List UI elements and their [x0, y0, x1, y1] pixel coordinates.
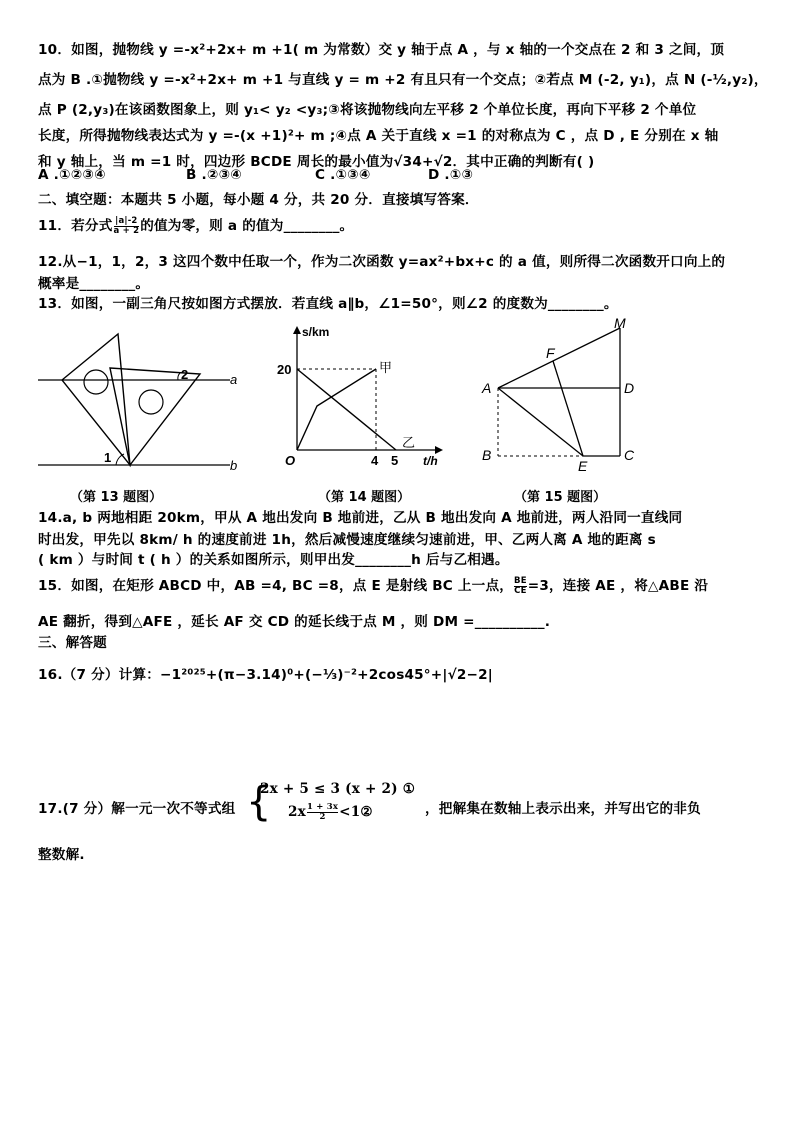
q11-numerator: |a|-2: [115, 215, 138, 226]
segment-fe: [553, 361, 583, 456]
q14-line3: ( km ）与时间 t ( h ）的关系如图所示，则甲出发________h 后与乙相遇。: [38, 552, 509, 568]
ruler-hole-right: [139, 390, 163, 414]
q17-fraction: [307, 803, 338, 822]
y-axis-arrow: [293, 326, 301, 334]
q10-line3: 点 P (2,y₃)在该函数图象上，则 y₁< y₂ <y₃;③将该抛物线向左平移 2 个单位长度，再向下平移 2 个单位: [38, 102, 697, 118]
q13: 13．如图，一副三角尺按如图方式摆放．若直线 a∥b，∠1=50°，则∠2 的度数为________。: [38, 296, 618, 312]
figure-13-caption: （第 13 题图）: [70, 490, 163, 505]
q11-denominator: a + 2: [113, 225, 140, 236]
series-jia-line: [297, 369, 376, 450]
ruler-hole-left: [84, 370, 108, 394]
point-c-label: C: [624, 447, 635, 463]
y-tick-20: 20: [277, 362, 292, 377]
segment-ae: [498, 388, 583, 456]
q17-numerator: 1 + 3x: [306, 802, 339, 812]
point-m-label: M: [614, 318, 626, 331]
line-b-label: b: [230, 458, 238, 473]
q15-line2: AE 翻折，得到△AFE ，延长 AF 交 CD 的延长线于点 M ，则 DM =__________.: [38, 614, 551, 630]
q15-denominator: CE: [514, 585, 527, 596]
x-tick-5: 5: [391, 453, 399, 468]
q11-fraction: [114, 217, 140, 236]
q12-line1: 12.从−1，1，2，3 这四个数中任取一个，作为二次函数 y=ax²+bx+c 的 a 值，则所得二次函数开口向上的: [38, 254, 726, 270]
q15-post: =3，连接 AE ，将△ABE 沿: [527, 578, 709, 594]
section-answer-title: 三、解答题: [38, 635, 107, 651]
q14-line1: 14.a, b 两地相距 20km，甲从 A 地出发向 B 地前进，乙从 B 地出发向 A 地前进，两人沿同一直线同: [38, 510, 683, 526]
q17-ineq2-pre: 2x: [288, 804, 306, 820]
triangle-ruler-right: [110, 368, 200, 465]
q17-inequality-1: 2x + 5 ≤ 3 (x + 2) ①: [260, 781, 416, 797]
q17-ineq2-post: <1②: [339, 804, 373, 820]
series-yi-label: 乙: [402, 435, 416, 450]
system-brace: {: [246, 779, 272, 825]
q15-numerator: BE: [514, 575, 527, 586]
point-a-label: A: [482, 380, 492, 396]
q17-line2: 整数解.: [38, 847, 85, 863]
x-axis-arrow: [435, 446, 443, 454]
origin-label: O: [285, 453, 296, 468]
q16: 16.（7 分）计算：−1²⁰²⁵+(π−3.14)⁰+(−⅓)⁻²+2cos45°+|√2−2|: [38, 667, 493, 683]
q15-fraction: [514, 577, 527, 596]
q11-pre: 11．若分式: [38, 218, 113, 234]
q17-inequality-2: [288, 803, 373, 822]
point-f-label: F: [546, 345, 555, 361]
angle1-label: 1: [104, 450, 112, 465]
q10-line5: 和 y 轴上，当 m =1 时，四边形 BCDE 周长的最小值为√34+√2．其中正确的判断有( ): [38, 154, 595, 170]
angle2-arc: [178, 373, 180, 380]
line-a-label: a: [230, 372, 238, 387]
point-d-label: D: [624, 380, 635, 396]
x-axis-label: t/h: [423, 454, 438, 468]
section-fill-in-title: 二、填空题：本题共 5 小题，每小题 4 分，共 20 分．直接填写答案．: [38, 192, 479, 208]
q17-denominator: 2: [319, 812, 326, 822]
q10-line4: 长度，所得抛物线表达式为 y =-(x +1)²+ m ;④点 A 关于直线 x =1 的对称点为 C ，点 D , E 分别在 x 轴: [38, 128, 719, 144]
figure-14-caption: （第 14 题图）: [318, 490, 411, 505]
q11-post: 的值为零，则 a 的值为________。: [140, 218, 354, 234]
q10-line2: 点为 B .①抛物线 y =-x²+2x+ m +1 与直线 y = m +2 有且只有一个交点；②若点 M (-2, y₁)，点 N (-½,y₂)，: [38, 72, 768, 88]
figure-15: [470, 318, 650, 476]
q12-line2: 概率是________。: [38, 276, 150, 292]
q17-post: ，把解集在数轴上表示出来，并写出它的非负: [425, 801, 701, 817]
x-tick-4: 4: [371, 453, 379, 468]
y-axis-label: s/km: [302, 325, 330, 339]
angle2-label: 2: [181, 367, 189, 382]
triangle-ruler-left: [62, 334, 130, 465]
q15-pre: 15．如图，在矩形 ABCD 中，AB =4, BC =8，点 E 是射线 BC 上一点，: [38, 578, 514, 594]
figure-13: [30, 328, 250, 478]
series-jia-label: 甲: [379, 360, 393, 375]
figure-14: [275, 322, 455, 482]
series-yi-line: [297, 369, 396, 450]
point-e-label: E: [578, 458, 588, 474]
q14-line2: 时出发，甲先以 8km/ h 的速度前进 1h，然后减慢速度继续匀速前进，甲、乙两人离 A 地的距离 s: [38, 532, 656, 548]
q15-line1: [38, 574, 708, 596]
figure-15-caption: （第 15 题图）: [514, 490, 607, 505]
point-b-label: B: [482, 447, 492, 463]
q10-option-a: A .①②③④: [38, 167, 106, 183]
q10-line1: 10．如图，抛物线 y =-x²+2x+ m +1( m 为常数）交 y 轴于点 A ，与 x 轴的一个交点在 2 和 3 之间，顶: [38, 42, 725, 58]
q11: [38, 214, 353, 236]
q17-pre: 17.(7 分）解一元一次不等式组: [38, 801, 236, 817]
q10-option-b: B .②③④: [186, 167, 242, 183]
q10-option-d: D .①③: [428, 167, 474, 183]
q10-option-c: C .①③④: [315, 167, 371, 183]
